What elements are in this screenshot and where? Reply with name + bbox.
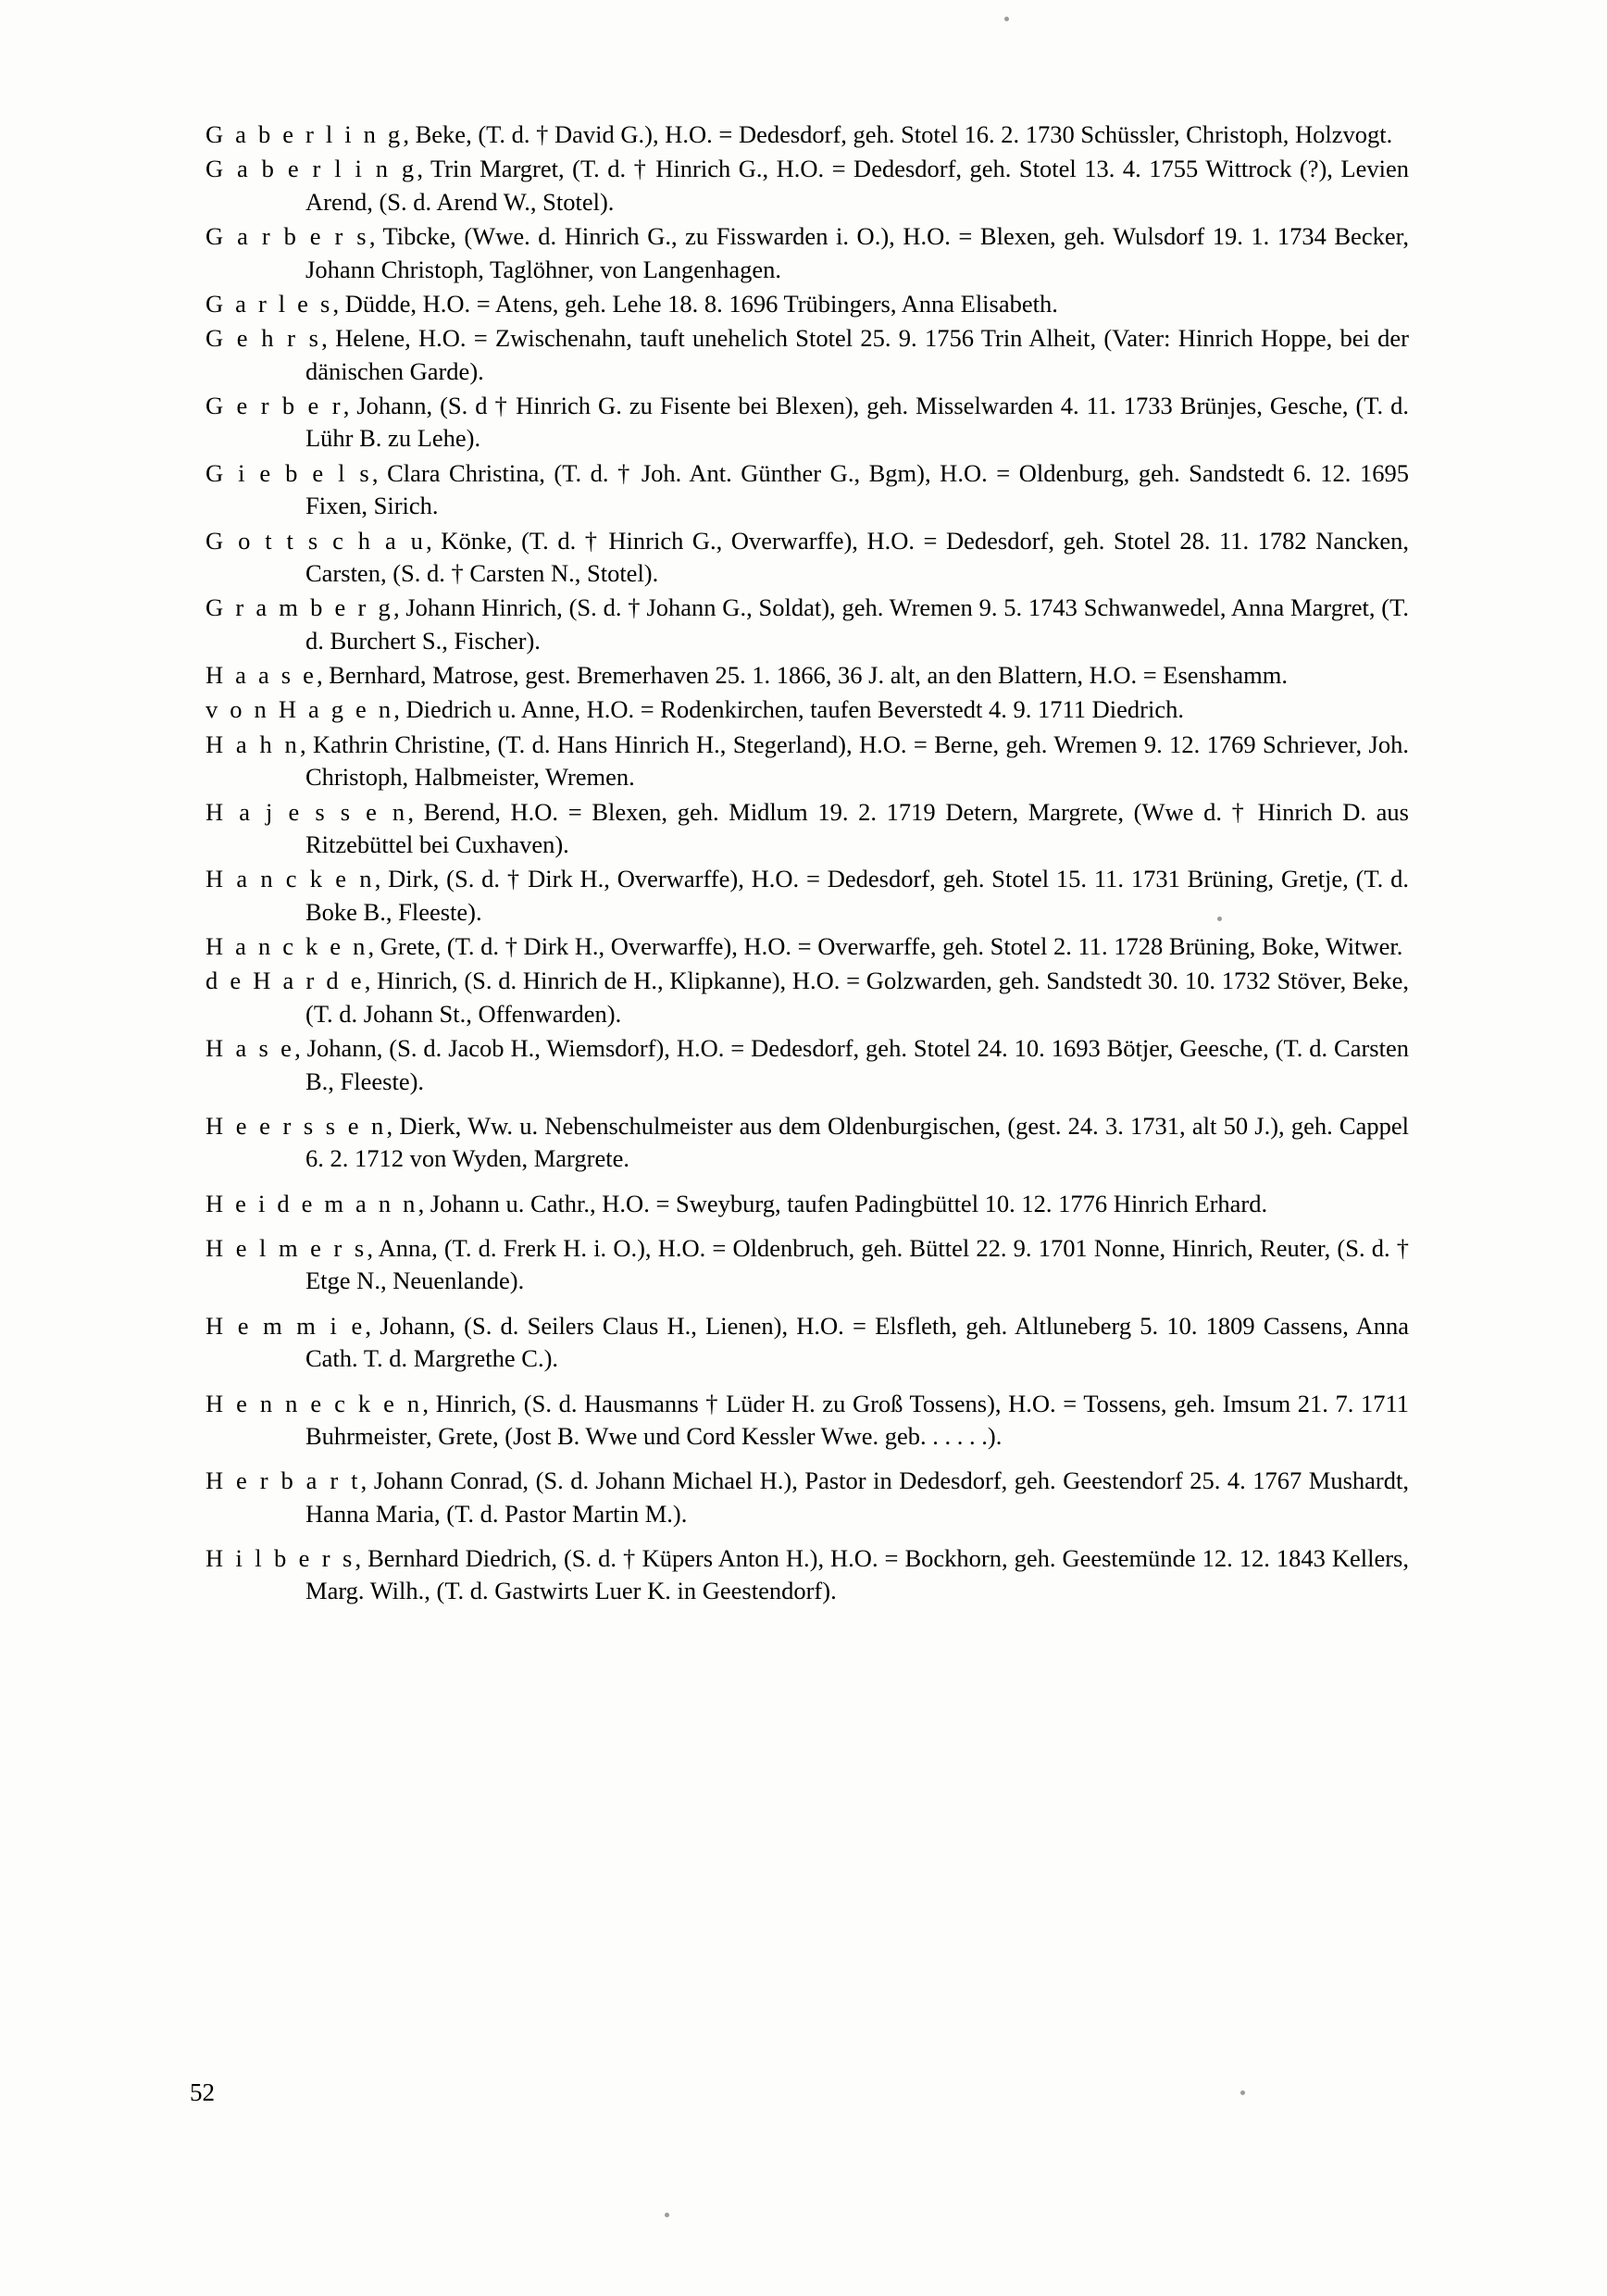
entry-headword: H a j e s s e n — [206, 797, 408, 826]
dictionary-entry — [206, 592, 1409, 657]
dictionary-entry — [206, 693, 1409, 726]
entry-headword: H a h n — [206, 730, 300, 758]
dictionary-entry — [206, 796, 1409, 862]
entry-text: , Hinrich, (S. d. Hausmanns † Lüder H. zu Groß Tossens), H.O. = Tossens, geh. Imsum 21. 7. 1711 Buhrmeister, Grete, (Jost B. Wwe und Cord Kessler Wwe. geb. . . . . .). — [305, 1389, 1409, 1450]
dictionary-entry — [206, 288, 1409, 320]
dictionary-entry — [206, 1188, 1409, 1220]
entry-headword: H a n c k e n — [206, 932, 368, 960]
entry-text: , Johann, (S. d. Seilers Claus H., Lienen), H.O. = Elsfleth, geh. Altluneberg 5. 10. 1809 Cassens, Anna Cath. T. d. Margrethe C.). — [305, 1311, 1409, 1373]
entry-text: , Könke, (T. d. † Hinrich G., Overwarffe), H.O. = Dedesdorf, geh. Stotel 28. 11. 1782 Nancken, Carsten, (S. d. † Carsten N., Stotel). — [305, 526, 1409, 587]
entry-headword: G i e b e l s — [206, 458, 372, 487]
dictionary-entry — [206, 390, 1409, 455]
entry-text: , Johann, (S. d. Jacob H., Wiemsdorf), H.O. = Dedesdorf, geh. Stotel 24. 10. 1693 Bötjer, Geesche, (T. d. Carsten B., Fleeste). — [294, 1034, 1409, 1095]
dictionary-entry — [206, 659, 1409, 692]
entry-headword: G a b e r l i n g — [206, 155, 417, 183]
entry-headword: H a s e — [206, 1034, 295, 1063]
dictionary-entry — [206, 1465, 1409, 1530]
entry-text: , Johann Conrad, (S. d. Johann Michael H.), Pastor in Dedesdorf, geh. Geestendorf 25. 4. 1767 Mushardt, Hanna Maria, (T. d. Pastor Martin M.). — [305, 1466, 1409, 1528]
entry-text: , Johann u. Cathr., H.O. = Sweyburg, taufen Padingbüttel 10. 12. 1776 Hinrich Erhard. — [417, 1189, 1268, 1217]
entry-text: , Bernhard Diedrich, (S. d. † Küpers Anton H.), H.O. = Bockhorn, geh. Geestemünde 12. 12. 1843 Kellers, Marg. Wilh., (T. d. Gastwirts Luer K. in Geestendorf). — [305, 1544, 1409, 1605]
entry-headword: G e r b e r — [206, 392, 343, 419]
dictionary-entry — [206, 153, 1409, 218]
entry-headword: H e l m e r s — [206, 1234, 367, 1262]
entry-text: , Berend, H.O. = Blexen, geh. Midlum 19. 2. 1719 Detern, Margrete, (Wwe d. † Hinrich D. aus Ritzebüttel bei Cuxhaven). — [305, 797, 1409, 858]
entry-text: , Johann Hinrich, (S. d. † Johann G., Soldat), geh. Wremen 9. 5. 1743 Schwanwedel, Anna Margret, (T. d. Burchert S., Fischer). — [305, 593, 1409, 655]
entry-headword: G e h r s — [206, 324, 322, 353]
dictionary-entry — [206, 863, 1409, 929]
dictionary-entry — [206, 1032, 1409, 1098]
dictionary-entry — [206, 220, 1409, 286]
dictionary-entry — [206, 322, 1409, 388]
dictionary-entry — [206, 1388, 1409, 1454]
page-speck — [1240, 2090, 1245, 2095]
entry-headword: H e m m i e — [206, 1311, 366, 1340]
entry-text: , Beke, (T. d. † David G.), H.O. = Dedesdorf, geh. Stotel 16. 2. 1730 Schüssler, Christoph, Holzvogt. — [403, 120, 1393, 148]
dictionary-entry — [206, 1542, 1409, 1608]
page-speck — [1004, 17, 1009, 21]
entry-headword: d e H a r d e — [206, 967, 365, 995]
dictionary-entry — [206, 1310, 1409, 1376]
dictionary-entry — [206, 525, 1409, 591]
entry-headword: v o n H a g e n — [206, 695, 394, 724]
entry-headword: H i l b e r s — [206, 1544, 355, 1572]
entry-headword: G a b e r l i n g — [206, 120, 404, 148]
entry-list — [206, 119, 1409, 1610]
entry-headword: H a n c k e n — [206, 865, 375, 893]
page-number: 52 — [190, 2078, 215, 2106]
entry-headword: G a r b e r s — [206, 222, 369, 251]
entry-text: , Düdde, H.O. = Atens, geh. Lehe 18. 8. 1696 Trübingers, Anna Elisabeth. — [332, 289, 1058, 318]
entry-headword: G a r l e s — [206, 289, 333, 318]
entry-headword: G r a m b e r g — [206, 593, 393, 622]
entry-headword: H e i d e m a n n — [206, 1189, 418, 1217]
entry-text: , Kathrin Christine, (T. d. Hans Hinrich H., Stegerland), H.O. = Berne, geh. Wremen 9. 12. 1769 Schriever, Joh. Christoph, Halbmeister, Wremen. — [299, 730, 1409, 792]
page-speck — [665, 2213, 669, 2217]
entry-text: , Anna, (T. d. Frerk H. i. O.), H.O. = Oldenbruch, geh. Büttel 22. 9. 1701 Nonne, Hinrich, Reuter, (S. d. † Etge N., Neuenlande). — [305, 1234, 1410, 1295]
dictionary-entry — [206, 930, 1409, 963]
entry-text: , Hinrich, (S. d. Hinrich de H., Klipkanne), H.O. = Golzwarden, geh. Sandstedt 30. 10. 1732 Stöver, Beke, (T. d. Johann St., Offenwarden). — [305, 967, 1409, 1028]
entry-text: , Bernhard, Matrose, gest. Bremerhaven 25. 1. 1866, 36 J. alt, an den Blattern, H.O. = Esenshamm. — [317, 661, 1288, 689]
entry-headword: H e n n e c k e n — [206, 1389, 423, 1417]
entry-text: , Dierk, Ww. u. Nebenschulmeister aus dem Oldenburgischen, (gest. 24. 3. 1731, alt 50 J.), geh. Cappel 6. 2. 1712 von Wyden, Margrete. — [305, 1111, 1409, 1173]
entry-text: , Dirk, (S. d. † Dirk H., Overwarffe), H.O. = Dedesdorf, geh. Stotel 15. 11. 1731 Brüning, Gretje, (T. d. Boke B., Fleeste). — [305, 865, 1409, 926]
entry-text: , Johann, (S. d † Hinrich G. zu Fisente bei Blexen), geh. Misselwarden 4. 11. 1733 Brünjes, Gesche, (T. d. Lühr B. zu Lehe). — [305, 392, 1409, 453]
entry-text: , Diedrich u. Anne, H.O. = Rodenkirchen, taufen Beverstedt 4. 9. 1711 Diedrich. — [393, 695, 1184, 724]
entry-text: , Clara Christina, (T. d. † Joh. Ant. Günther G., Bgm), H.O. = Oldenburg, geh. Sandstedt 6. 12. 1695 Fixen, Sirich. — [305, 458, 1409, 520]
dictionary-entry — [206, 965, 1409, 1030]
dictionary-entry — [206, 119, 1409, 151]
entry-text: , Grete, (T. d. † Dirk H., Overwarffe), H.O. = Overwarffe, geh. Stotel 2. 11. 1728 Brüning, Boke, Witwer. — [367, 932, 1403, 960]
entry-headword: H a a s e — [206, 661, 318, 689]
entry-headword: H e r b a r t — [206, 1466, 361, 1495]
entry-text: , Helene, H.O. = Zwischenahn, tauft unehelich Stotel 25. 9. 1756 Trin Alheit, (Vater: Hinrich Hoppe, bei der dänischen Garde). — [305, 324, 1409, 385]
entry-headword: G o t t s c h a u — [206, 526, 427, 555]
dictionary-entry — [206, 1110, 1409, 1176]
dictionary-entry — [206, 1232, 1409, 1298]
dictionary-entry — [206, 457, 1409, 523]
entry-text: , Trin Margret, (T. d. † Hinrich G., H.O. = Dedesdorf, geh. Stotel 13. 4. 1755 Wittrock (?), Levien Arend, (S. d. Arend W., Stotel). — [305, 155, 1409, 216]
entry-text: , Tibcke, (Wwe. d. Hinrich G., zu Fisswarden i. O.), H.O. = Blexen, geh. Wulsdorf 19. 1. 1734 Becker, Johann Christoph, Taglöhner, von Langenhagen. — [305, 222, 1409, 283]
entry-headword: H e e r s s e n — [206, 1111, 387, 1140]
dictionary-entry — [206, 729, 1409, 794]
